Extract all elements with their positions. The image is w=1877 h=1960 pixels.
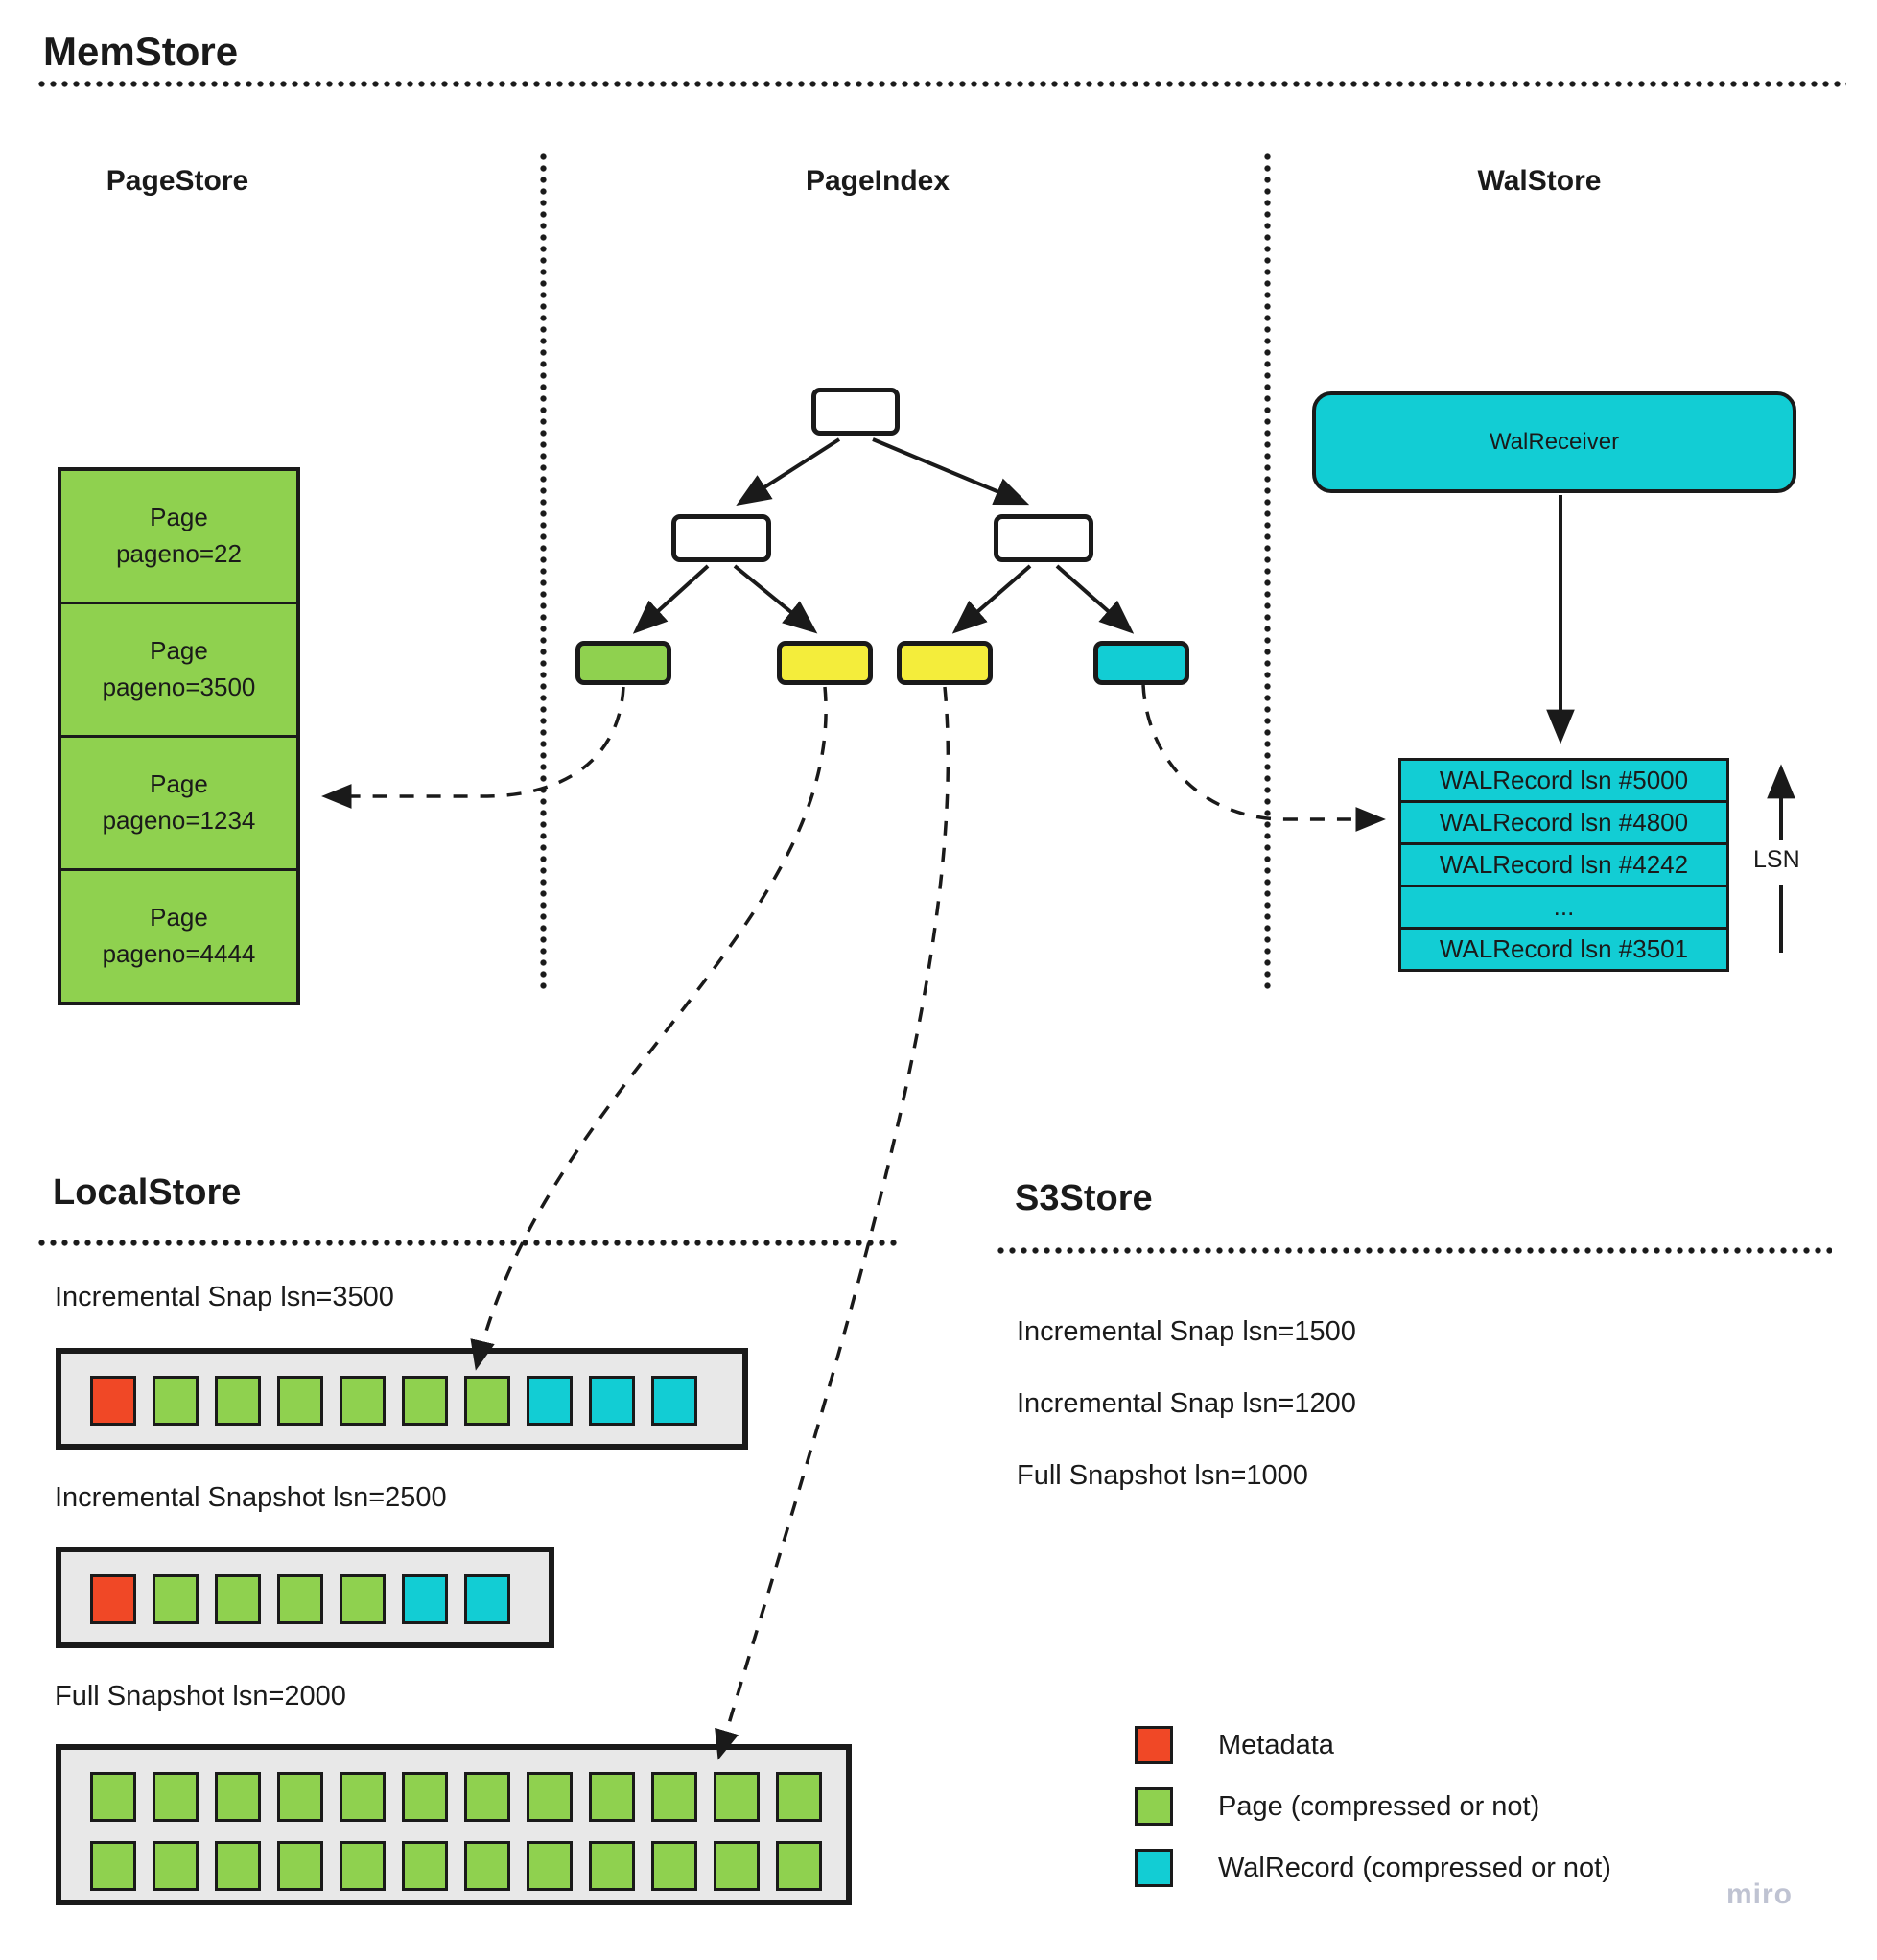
snapshot-cell-row (90, 1376, 742, 1426)
legend-row (1135, 1785, 1611, 1828)
metadata-swatch (1135, 1726, 1173, 1764)
edge-root-to-left (740, 439, 839, 503)
page-cell (61, 602, 296, 735)
connector-leaf-to-wal-stack (1143, 685, 1381, 819)
wal-swatch (1135, 1849, 1173, 1887)
wal-stack[interactable] (1398, 758, 1729, 972)
snapshot-cell-page (340, 1772, 386, 1822)
pagestore-table[interactable] (58, 467, 300, 1005)
edge-right-to-leaf4 (1057, 566, 1130, 630)
edge-left-to-leaf2 (735, 566, 813, 630)
s3-item[interactable]: Incremental Snap lsn=1500 (1017, 1316, 1356, 1347)
page-cell (61, 735, 296, 868)
memstore-divider-line (38, 81, 1846, 87)
snapshot-cell-page (340, 1574, 386, 1624)
connector-leaf-to-full-snapshot (719, 687, 948, 1756)
snapshot-cell-page (340, 1376, 386, 1426)
snapshot-cell-rows (61, 1552, 549, 1624)
snapshot-cell-page (714, 1772, 760, 1822)
incremental-snapshot-3500-box[interactable] (56, 1348, 748, 1450)
snapshot-cell-page (527, 1772, 573, 1822)
pagestore-heading[interactable]: PageStore (106, 165, 249, 197)
legend-row (1135, 1724, 1611, 1766)
wal-receiver-box[interactable] (1312, 391, 1796, 493)
wal-record-row: WALRecord lsn #4242 (1401, 842, 1726, 885)
snapshot-cell-page (90, 1841, 136, 1891)
tree-leaf-snapshot-node-1[interactable] (777, 641, 873, 685)
snapshot-cell-metadata (90, 1574, 136, 1624)
snapshot-cell-page (402, 1376, 448, 1426)
page-cell-line1: Page (150, 903, 208, 933)
snapshot-cell-page (153, 1841, 199, 1891)
tree-internal-node-right[interactable] (994, 514, 1093, 562)
snapshot-cell-page (215, 1574, 261, 1624)
pageindex-heading[interactable]: PageIndex (805, 165, 950, 197)
snapshot-cell-page (153, 1574, 199, 1624)
snapshot-cell-rows (61, 1354, 742, 1426)
snapshot-cell-rows (61, 1750, 846, 1891)
divider-pagestore-pageindex (540, 153, 547, 990)
snapshot-cell-page (527, 1841, 573, 1891)
wal-record-row: WALRecord lsn #4800 (1401, 800, 1726, 842)
snapshot-cell-page (277, 1841, 323, 1891)
snapshot-cell-row (90, 1772, 846, 1822)
snapshot-label[interactable]: Full Snapshot lsn=2000 (55, 1681, 346, 1712)
edge-root-to-right (873, 439, 1024, 503)
s3store-divider-line (997, 1247, 1832, 1254)
page-cell-line2: pageno=22 (116, 539, 242, 568)
tree-internal-node-left[interactable] (671, 514, 771, 562)
snapshot-cell-page (215, 1376, 261, 1426)
wal-record-row: WALRecord lsn #5000 (1439, 766, 1689, 794)
snapshot-cell-page (776, 1841, 822, 1891)
snapshot-cell-page (714, 1841, 760, 1891)
snapshot-cell-page (651, 1841, 697, 1891)
snapshot-cell-page (402, 1841, 448, 1891)
page-cell-line1: Page (150, 503, 208, 532)
snapshot-cell-page (277, 1574, 323, 1624)
snapshot-cell-page (589, 1772, 635, 1822)
memstore-title[interactable]: MemStore (43, 29, 239, 74)
snapshot-cell-page (464, 1772, 510, 1822)
tree-leaf-snapshot-node-2[interactable] (897, 641, 993, 685)
snapshot-cell-wal (402, 1574, 448, 1624)
tree-leaf-wal-node[interactable] (1093, 641, 1189, 685)
page-cell-line2: pageno=4444 (102, 939, 256, 968)
snapshot-cell-metadata (90, 1376, 136, 1426)
snapshot-cell-page (464, 1841, 510, 1891)
legend (1135, 1724, 1611, 1908)
snapshot-cell-page (589, 1841, 635, 1891)
snapshot-cell-page (153, 1772, 199, 1822)
s3-item[interactable]: Incremental Snap lsn=1200 (1017, 1388, 1356, 1419)
snapshot-cell-row (90, 1841, 846, 1891)
legend-label: Metadata (1218, 1729, 1334, 1760)
localstore-divider-line (38, 1240, 902, 1246)
miro-watermark[interactable]: miro (1726, 1878, 1794, 1910)
tree-root-node[interactable] (811, 388, 900, 436)
wal-record-row: WALRecord lsn #3501 (1401, 927, 1726, 969)
page-cell-line2: pageno=1234 (102, 806, 256, 835)
page-cell-line1: Page (150, 636, 208, 666)
wal-record-row: ... (1401, 885, 1726, 927)
snapshot-cell-page (90, 1772, 136, 1822)
snapshot-cell-page (277, 1772, 323, 1822)
page-swatch (1135, 1787, 1173, 1826)
connector-leaf-to-pagestore (326, 687, 623, 796)
snapshot-cell-page (340, 1841, 386, 1891)
snapshot-cell-page (153, 1376, 199, 1426)
full-snapshot-2000-box[interactable] (56, 1744, 852, 1905)
page-cell (61, 868, 296, 1002)
edge-left-to-leaf1 (637, 566, 708, 630)
s3store-title[interactable]: S3Store (1015, 1178, 1153, 1218)
lsn-axis-label: LSN (1753, 846, 1800, 873)
localstore-title[interactable]: LocalStore (53, 1172, 242, 1213)
snapshot-label[interactable]: Incremental Snap lsn=3500 (55, 1282, 394, 1312)
divider-pageindex-walstore (1264, 153, 1271, 990)
s3-item[interactable]: Full Snapshot lsn=1000 (1017, 1460, 1308, 1491)
snapshot-cell-page (215, 1772, 261, 1822)
page-cell-line2: pageno=3500 (102, 673, 256, 701)
snapshot-cell-wal (589, 1376, 635, 1426)
snapshot-cell-page (464, 1376, 510, 1426)
incremental-snapshot-2500-box[interactable] (56, 1547, 554, 1648)
tree-leaf-page-node[interactable] (575, 641, 671, 685)
snapshot-cell-row (90, 1574, 549, 1624)
legend-row (1135, 1847, 1611, 1889)
connector-leaf-to-incremental-snapshot (477, 687, 826, 1366)
snapshot-cell-page (402, 1772, 448, 1822)
snapshot-cell-page (651, 1772, 697, 1822)
snapshot-cell-page (215, 1841, 261, 1891)
snapshot-cell-wal (464, 1574, 510, 1624)
page-cell (61, 471, 296, 602)
edge-right-to-leaf3 (956, 566, 1030, 630)
snapshot-label[interactable]: Incremental Snapshot lsn=2500 (55, 1482, 447, 1513)
snapshot-cell-page (776, 1772, 822, 1822)
page-cell-line1: Page (150, 769, 208, 799)
walstore-heading[interactable]: WalStore (1477, 165, 1602, 197)
snapshot-cell-page (277, 1376, 323, 1426)
snapshot-cell-wal (651, 1376, 697, 1426)
wal-receiver-label: WalReceiver (1489, 429, 1620, 455)
legend-label: Page (compressed or not) (1218, 1790, 1540, 1822)
legend-label: WalRecord (compressed or not) (1218, 1852, 1611, 1883)
snapshot-cell-wal (527, 1376, 573, 1426)
